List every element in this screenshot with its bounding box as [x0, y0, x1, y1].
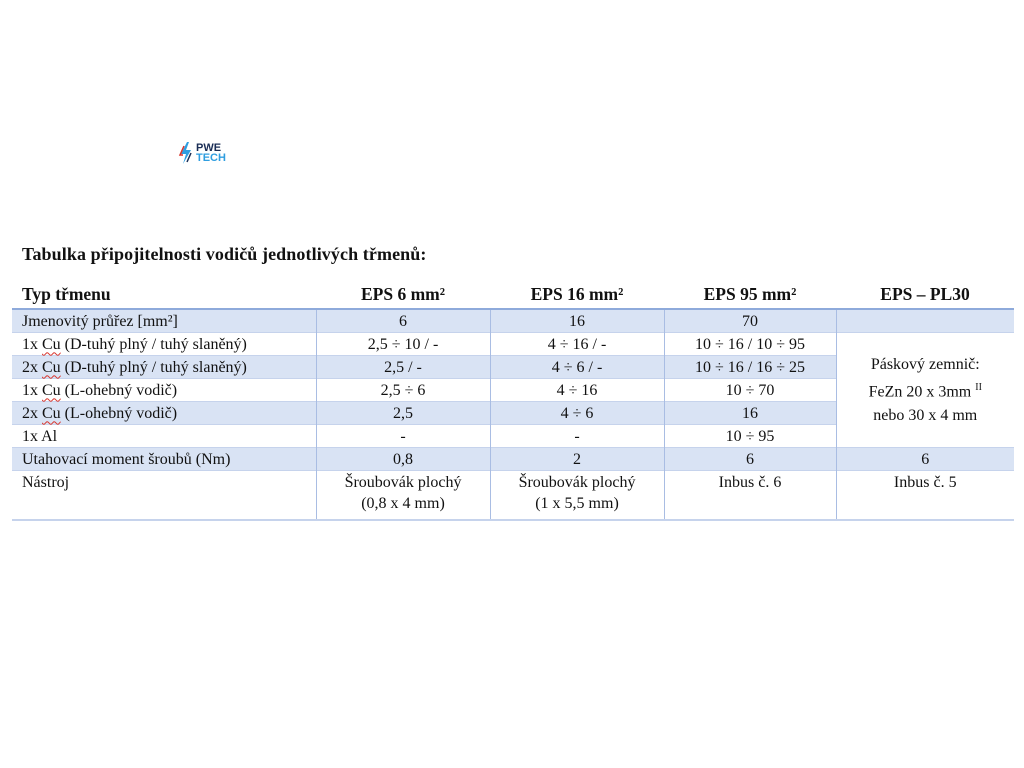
row-label-cu: Cu: [42, 358, 61, 376]
header-eps95: EPS 95 mm²: [664, 281, 836, 309]
cell-eps16: 4 ÷ 16: [490, 379, 664, 402]
table-row: [12, 309, 1014, 333]
connectivity-table: [12, 281, 1014, 521]
cell-eps6: 2,5 / -: [316, 356, 490, 379]
header-type: Typ třmenu: [12, 281, 316, 309]
merged-line-2: [837, 376, 1015, 403]
header-eps16: EPS 16 mm²: [490, 281, 664, 309]
row-label-prefix: 2x: [22, 358, 42, 376]
cell-eps95: 6: [664, 448, 836, 471]
row-label: [12, 356, 316, 379]
cell-eps16: -: [490, 425, 664, 448]
cell-line-1: Šroubovák plochý: [518, 474, 636, 491]
cell-eps-pl30: 6: [836, 448, 1014, 471]
row-label-suffix: (L-ohebný vodič): [60, 404, 178, 422]
header-row: [12, 281, 1014, 309]
merged-line-1: Páskový zemnič:: [870, 356, 980, 374]
cell-eps16: 16: [490, 309, 664, 333]
cell-line-1: Šroubovák plochý: [344, 474, 462, 491]
cell-eps6: [316, 471, 490, 521]
row-label-cu: Cu: [42, 335, 61, 353]
cell-line-2: (0,8 x 4 mm): [361, 495, 445, 512]
row-label: Nástroj: [12, 471, 316, 521]
cell-eps6: 2,5 ÷ 6: [316, 379, 490, 402]
cell-eps95: 10 ÷ 16 / 16 ÷ 25: [664, 356, 836, 379]
cell-eps95: 10 ÷ 95: [664, 425, 836, 448]
row-label-prefix: 2x: [22, 404, 42, 422]
cell-eps6: -: [316, 425, 490, 448]
row-label: [12, 379, 316, 402]
cell-eps6: 0,8: [316, 448, 490, 471]
merged-line-2-sup: II: [975, 382, 982, 394]
table-row: [12, 448, 1014, 471]
table-row: [12, 333, 1014, 356]
cell-eps-pl30: Inbus č. 5: [836, 471, 1014, 521]
row-label: Jmenovitý průřez [mm²]: [12, 309, 316, 333]
cell-eps6: 2,5 ÷ 10 / -: [316, 333, 490, 356]
logo-line-1: PWE: [196, 142, 222, 154]
merged-line-2-text: FeZn 20 x 3mm: [868, 383, 972, 401]
cell-eps-pl30-empty: [836, 309, 1014, 333]
cell-eps95: 16: [664, 402, 836, 425]
row-label-suffix: (L-ohebný vodič): [60, 381, 178, 399]
row-label-cu: Cu: [42, 404, 61, 422]
lightning-bolt-icon: [178, 141, 194, 165]
cell-eps16: 2: [490, 448, 664, 471]
row-label-prefix: 1x: [22, 381, 42, 399]
row-label-cu: Cu: [42, 381, 61, 399]
table-row-tool: [12, 471, 1014, 521]
cell-eps95: 70: [664, 309, 836, 333]
row-label: [12, 333, 316, 356]
row-label-suffix: (D-tuhý plný / tuhý slaněný): [60, 335, 247, 353]
cell-eps6: 2,5: [316, 402, 490, 425]
cell-eps16: 4 ÷ 16 / -: [490, 333, 664, 356]
row-label-prefix: 1x: [22, 335, 42, 353]
table-title: Tabulka připojitelnosti vodičů jednotlivých třmenů:: [22, 244, 427, 264]
logo-wordmark: [196, 143, 226, 163]
cell-eps95: 10 ÷ 70: [664, 379, 836, 402]
merged-line-3: nebo 30 x 4 mm: [873, 406, 978, 424]
merged-strip-cell: [836, 333, 1014, 448]
cell-eps95: 10 ÷ 16 / 10 ÷ 95: [664, 333, 836, 356]
header-eps-pl30: EPS – PL30: [836, 281, 1014, 309]
cell-eps6: 6: [316, 309, 490, 333]
cell-eps16: 4 ÷ 6: [490, 402, 664, 425]
row-label: Utahovací moment šroubů (Nm): [12, 448, 316, 471]
row-label-suffix: (D-tuhý plný / tuhý slaněný): [60, 358, 247, 376]
header-eps6: EPS 6 mm²: [316, 281, 490, 309]
cell-eps95: Inbus č. 6: [664, 471, 836, 521]
logo-line-2: TECH: [196, 152, 226, 164]
cell-eps16: [490, 471, 664, 521]
pwe-tech-logo: [178, 141, 226, 165]
cell-line-2: (1 x 5,5 mm): [535, 495, 619, 512]
row-label: [12, 402, 316, 425]
cell-eps16: 4 ÷ 6 / -: [490, 356, 664, 379]
row-label: 1x Al: [12, 425, 316, 448]
